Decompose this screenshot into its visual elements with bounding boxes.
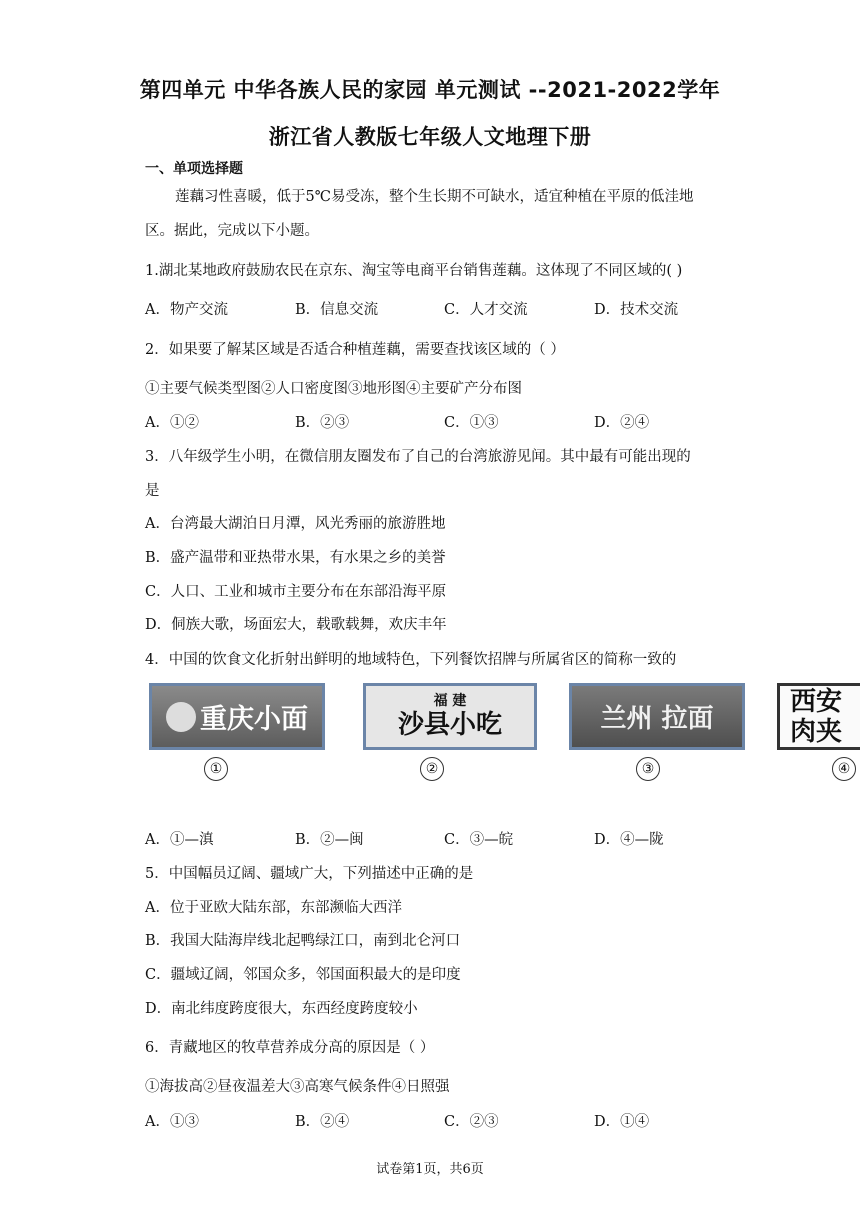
sign-number-2: ② [420, 757, 444, 781]
question-3-option-b[interactable]: B．盛产温带和亚热带水果，有水果之乡的美誉 [145, 550, 446, 566]
intro-text-line-1: 莲藕习性喜暖，低于5℃易受冻，整个生长期不可缺水，适宜种植在平原的低洼地 [175, 189, 694, 205]
sign-image-1 [149, 683, 325, 750]
sign-image-2 [363, 683, 537, 750]
sign-2-top-text: 福 建 [433, 692, 467, 709]
question-6-option-d[interactable]: D．①④ [594, 1114, 650, 1130]
page-title-line-2: 浙江省人教版七年级人文地理下册 [268, 125, 592, 149]
question-2-option-d[interactable]: D．②④ [594, 415, 650, 431]
question-2-items: ①主要气候类型图②人口密度图③地形图④主要矿产分布图 [145, 381, 522, 397]
sign-1-text: 重庆小面 [200, 704, 308, 735]
question-2-option-b[interactable]: B．②③ [295, 415, 350, 431]
sign-image-3 [569, 683, 745, 750]
question-2-stem: 2．如果要了解某区域是否适合种植莲藕，需要查找该区域的（ ） [145, 342, 565, 358]
page-title-line-1: 第四单元 中华各族人民的家园 单元测试 --2021-2022学年 [139, 78, 721, 102]
question-5-option-b[interactable]: B．我国大陆海岸线北起鸭绿江口，南到北仑河口 [145, 933, 461, 949]
question-5-option-c[interactable]: C．疆域辽阔，邻国众多，邻国面积最大的是印度 [145, 967, 461, 983]
restaurant-logo-icon [166, 702, 196, 732]
question-5-stem: 5．中国幅员辽阔、疆域广大，下列描述中正确的是 [145, 866, 474, 882]
sign-image-4 [777, 683, 860, 750]
question-4-option-b[interactable]: B．②—闽 [295, 832, 364, 848]
question-6-option-a[interactable]: A．①③ [145, 1114, 199, 1130]
question-4-option-a[interactable]: A．①—滇 [145, 832, 214, 848]
question-1-stem: 1.湖北某地政府鼓励农民在京东、淘宝等电商平台销售莲藕。这体现了不同区域的( ) [145, 263, 683, 279]
question-3-option-a[interactable]: A．台湾最大湖泊日月潭，风光秀丽的旅游胜地 [145, 516, 446, 532]
sign-2-text: 沙县小吃 [397, 709, 502, 740]
question-4-option-d[interactable]: D．④—陇 [594, 832, 664, 848]
question-2-option-a[interactable]: A．①② [145, 415, 199, 431]
sign-number-1: ① [204, 757, 228, 781]
question-5-option-d[interactable]: D．南北纬度跨度很大，东西经度跨度较小 [145, 1001, 418, 1017]
question-3-option-d[interactable]: D．侗族大歌，场面宏大，载歌载舞，欢庆丰年 [145, 617, 447, 633]
intro-text-line-2: 区。据此，完成以下小题。 [145, 223, 319, 239]
question-6-option-b[interactable]: B．②④ [295, 1114, 350, 1130]
question-4-option-c[interactable]: C．③—皖 [444, 832, 514, 848]
question-4-stem: 4．中国的饮食文化折射出鲜明的地域特色，下列餐饮招牌与所属省区的简称一致的 [145, 652, 677, 668]
sign-4-text-line-2: 肉夹 [790, 716, 843, 747]
question-3-stem-line-1: 3．八年级学生小明，在微信朋友圈发布了自己的台湾旅游见闻。其中最有可能出现的 [145, 449, 691, 465]
sign-number-3: ③ [636, 757, 660, 781]
question-1-option-b[interactable]: B．信息交流 [295, 302, 379, 318]
question-6-stem: 6．青藏地区的牧草营养成分高的原因是（ ） [145, 1040, 435, 1056]
question-1-option-a[interactable]: A．物产交流 [145, 302, 228, 318]
section-heading: 一、单项选择题 [145, 161, 243, 177]
question-3-stem-line-2: 是 [145, 483, 160, 499]
question-2-option-c[interactable]: C．①③ [444, 415, 499, 431]
question-6-option-c[interactable]: C．②③ [444, 1114, 499, 1130]
question-3-option-c[interactable]: C．人口、工业和城市主要分布在东部沿海平原 [145, 584, 447, 600]
page-footer: 试卷第1页，共6页 [376, 1162, 484, 1177]
question-1-option-d[interactable]: D．技术交流 [594, 302, 679, 318]
sign-3-text: 兰州 拉面 [600, 704, 714, 734]
sign-number-4: ④ [832, 757, 856, 781]
question-1-option-c[interactable]: C．人才交流 [444, 302, 528, 318]
question-5-option-a[interactable]: A．位于亚欧大陆东部，东部濒临大西洋 [145, 900, 402, 916]
question-6-items: ①海拔高②昼夜温差大③高寒气候条件④日照强 [145, 1079, 450, 1095]
sign-4-text-line-1: 西安 [790, 686, 843, 717]
